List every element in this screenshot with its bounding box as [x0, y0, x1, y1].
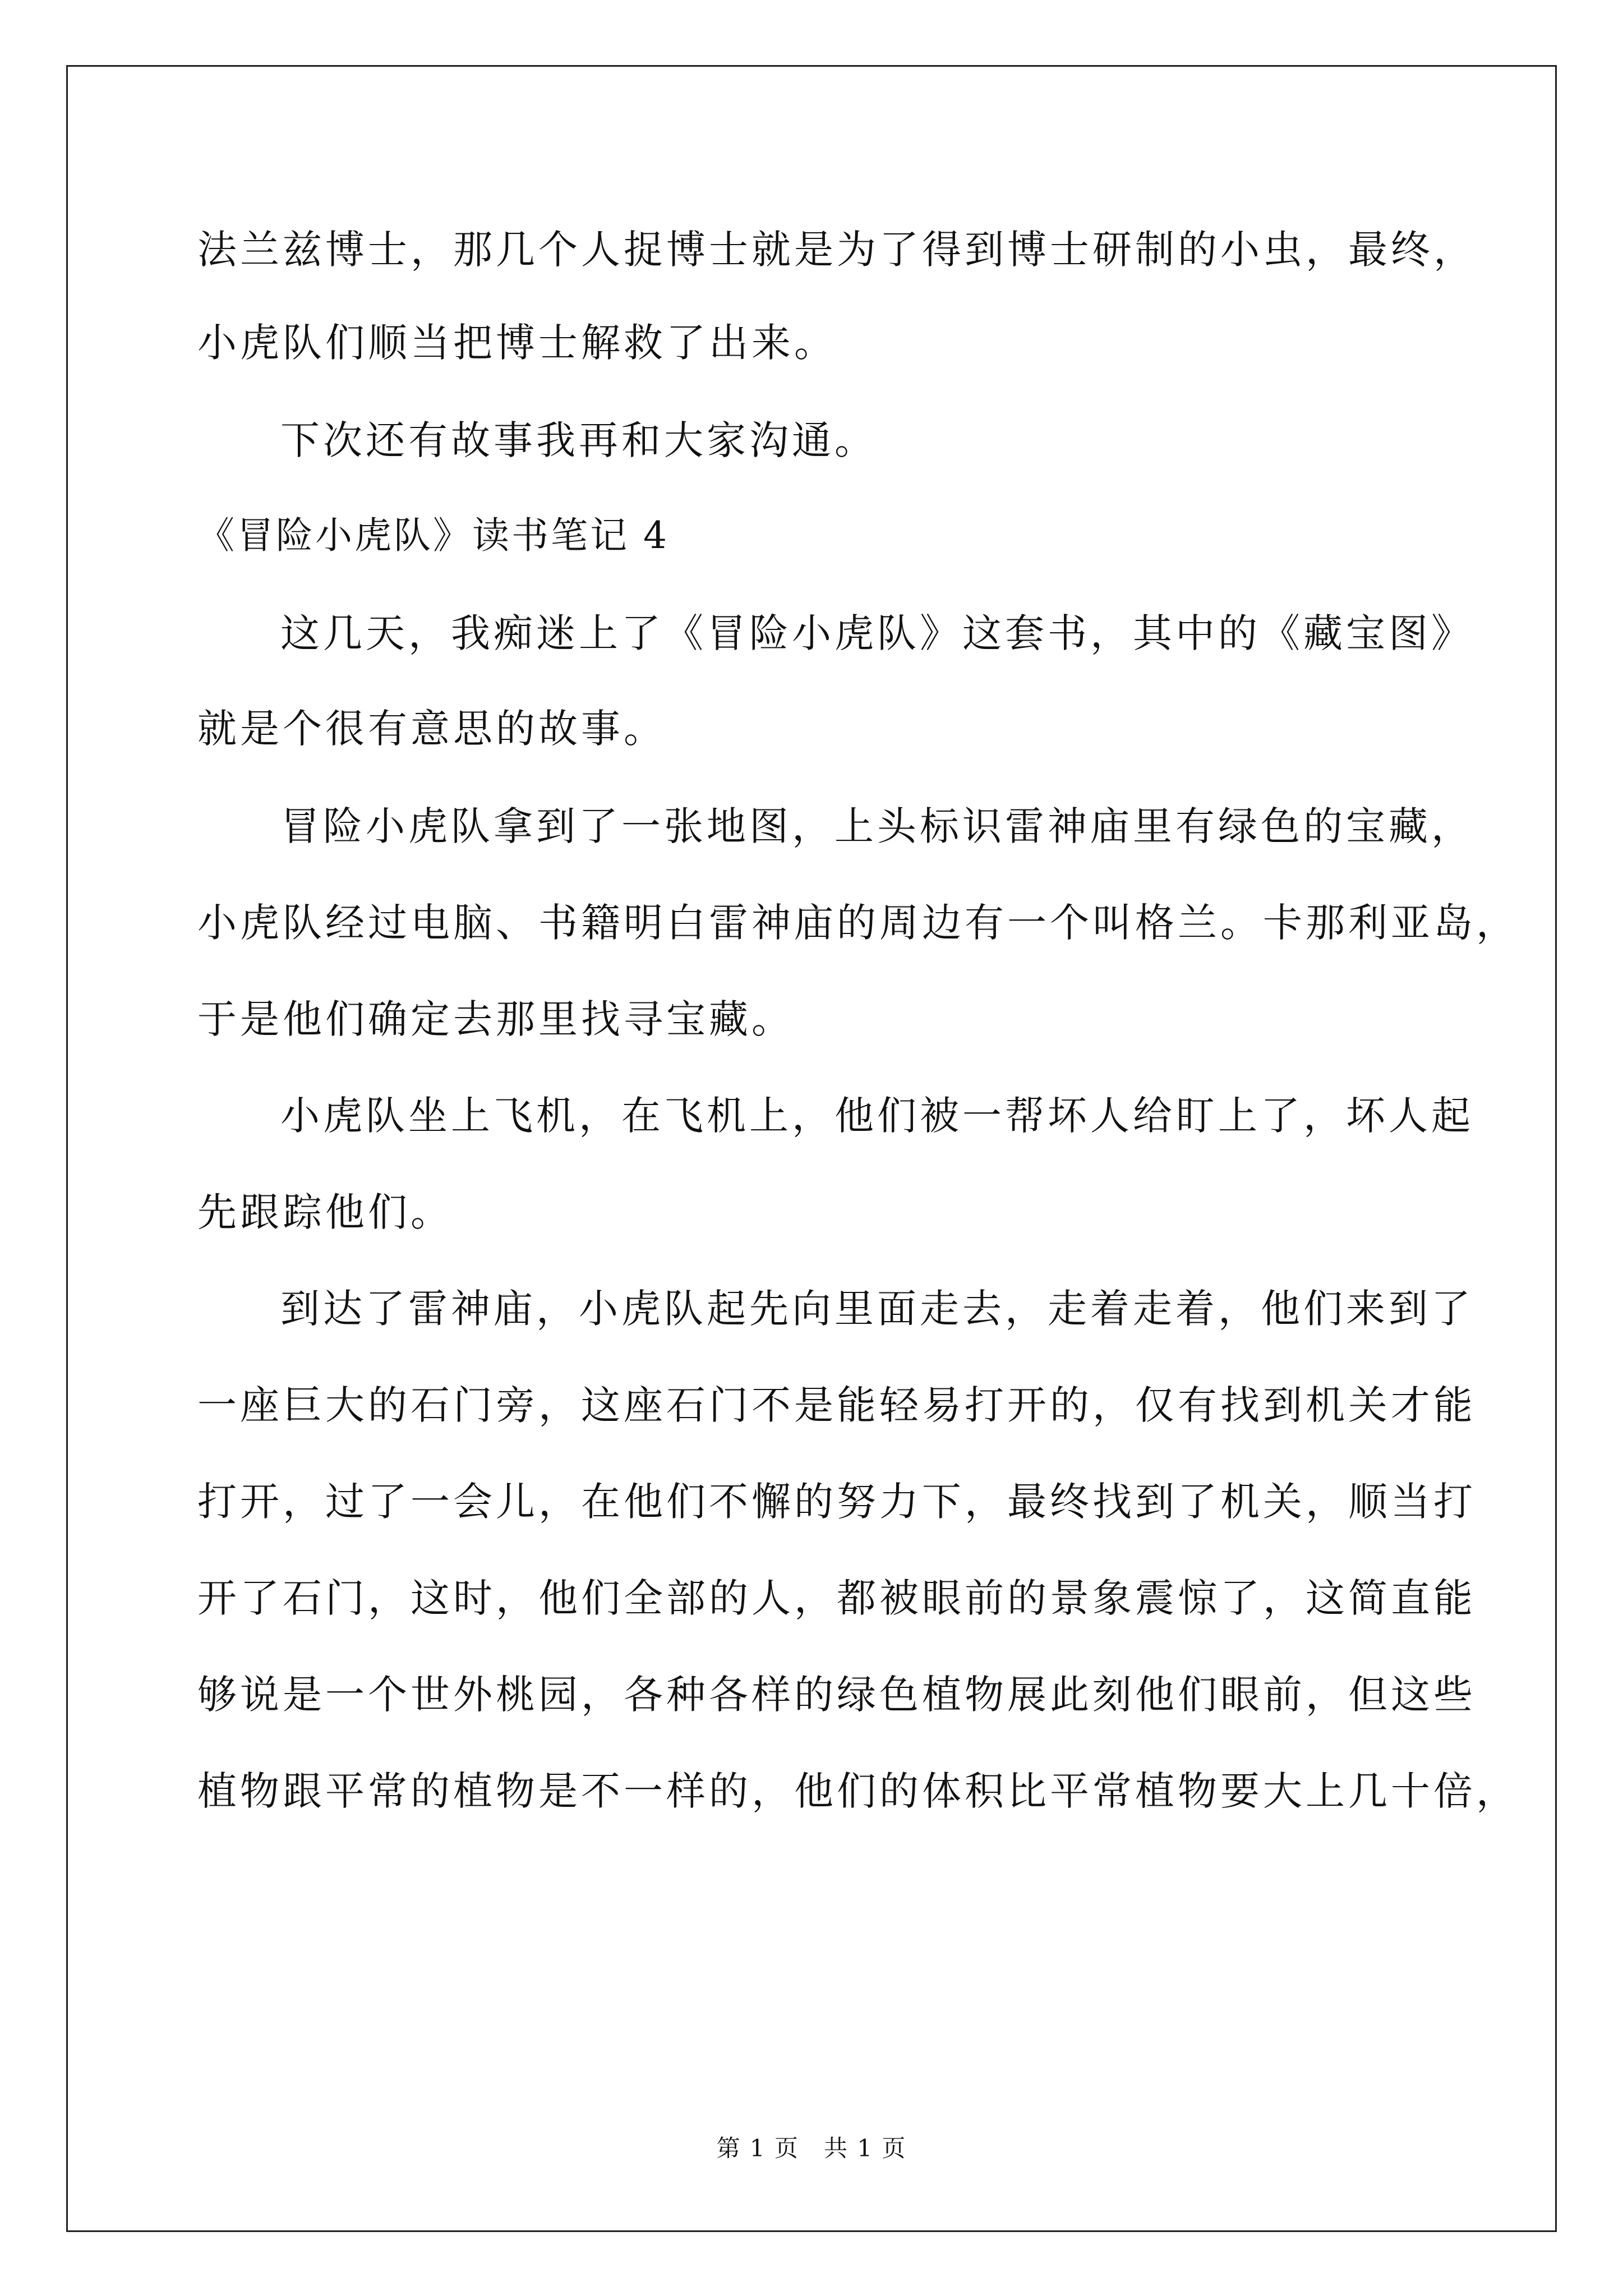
- paragraph-line: 冒险小虎队拿到了一张地图，上头标识雷神庙里有绿色的宝藏，: [280, 803, 1474, 849]
- paragraph-line: 打开，过了一会儿，在他们不懈的努力下，最终找到了机关，顺当打: [197, 1479, 1476, 1525]
- paragraph-line: 先跟踪他们。: [197, 1189, 453, 1235]
- paragraph-line: 植物跟平常的植物是不一样的，他们的体积比平常植物要大上几十倍，: [197, 1768, 1519, 1814]
- paragraph-line: 到达了雷神庙，小虎队起先向里面走去，走着走着，他们来到了: [280, 1286, 1474, 1332]
- section-heading: 《冒险小虎队》读书笔记 4: [197, 514, 669, 557]
- paragraph-line: 下次还有故事我再和大家沟通。: [280, 417, 877, 463]
- paragraph-line: 就是个很有意思的故事。: [197, 706, 666, 752]
- paragraph-line: 这几天，我痴迷上了《冒险小虎队》这套书，其中的《藏宝图》: [280, 610, 1474, 656]
- page-border: [66, 65, 1557, 2232]
- paragraph-line: 小虎队经过电脑、书籍明白雷神庙的周边有一个叫格兰。卡那利亚岛，: [197, 900, 1519, 946]
- paragraph-line: 小虎队们顺当把博士解救了出来。: [197, 320, 837, 366]
- paragraph-line: 一座巨大的石门旁，这座石门不是能轻易打开的，仅有找到机关才能: [197, 1382, 1476, 1428]
- paragraph-line: 于是他们确定去那里找寻宝藏。: [197, 996, 794, 1042]
- paragraph-line: 开了石门，这时，他们全部的人，都被眼前的景象震惊了，这简直能: [197, 1575, 1476, 1621]
- paragraph-line: 法兰兹博士，那几个人捉博士就是为了得到博士研制的小虫，最终，: [197, 227, 1476, 273]
- paragraph-line: 够说是一个世外桃园，各种各样的绿色植物展此刻他们眼前，但这些: [197, 1672, 1476, 1718]
- page-number-footer: 第 1 页 共 1 页: [716, 2134, 907, 2162]
- paragraph-line: 小虎队坐上飞机，在飞机上，他们被一帮坏人给盯上了，坏人起: [280, 1093, 1474, 1139]
